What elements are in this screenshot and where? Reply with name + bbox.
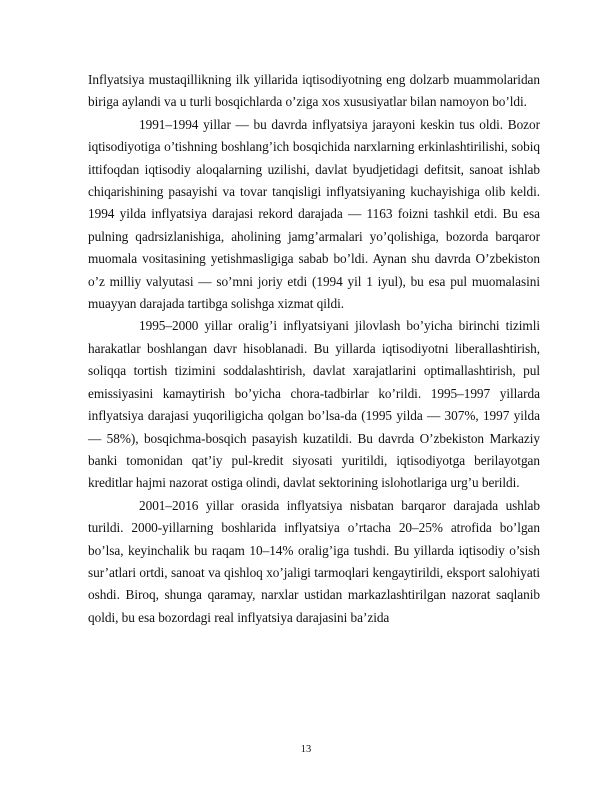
paragraph-intro: Inflyatsiya mustaqillikning ilk yillarida iqtisodiyotning eng dolzarb muammolaridan biriga aylandi va u turli bosqichlarda o’ziga xos xususiyatlar bilan namoyon bo’ldi. bbox=[88, 72, 540, 110]
paragraph-1995-2000: 1995–2000 yillar oralig’i inflyatsiyani jilovlash bo’yicha birinchi tizimli harakatlar boshlangan davr hisoblanadi. Bu yillarda iqtisodiyotni liberallashtirish, soliqqa tortish tizimini soddalashtirish, davlat xarajatlarini optimallashtirish, pul emissiyasini kamaytirish bo’yicha chora-tadbirlar ko’rildi. 1995–1997 yillarda inflyatsiya darajasi yuqoriligicha qolgan bo’lsa-da (1995 yilda — 307%, 1997 yilda — 58%), bosqichma-bosqich pasayish kuzatildi. Bu davrda O’zbekiston Markaziy banki tomonidan qat’iy pul-kredit siyosati yuritildi, iqtisodiyotga berilayotgan kreditlar hajmi nazorat ostiga olindi, davlat sektorining islohotlariga urg’u berildi. bbox=[88, 318, 540, 491]
paragraph-2001-2016: 2001–2016 yillar orasida inflyatsiya nisbatan barqaror darajada ushlab turildi. 2000-yillarning boshlarida inflyatsiya o’rtacha 20–25% atrofida bo’lgan bo’lsa, keyinchalik bu raqam 10–14% oralig’iga tushdi. Bu yillarda iqtisodiy o’sish sur’atlari ortdi, sanoat va qishloq xo’jaligi tarmoqlari kengaytirildi, eksport salohiyati oshdi. Biroq, shunga qaramay, narxlar ustidan markazlashtirilgan nazorat saqlanib qoldi, bu esa bozordagi real inflyatsiya darajasini ba’zida bbox=[88, 497, 540, 625]
page-number: 13 bbox=[300, 744, 312, 755]
body-text bbox=[88, 69, 540, 629]
paragraph-1991-1994: 1991–1994 yillar — bu davrda inflyatsiya jarayoni keskin tus oldi. Bozor iqtisodiyotiga o’tishning boshlang’ich bosqichida narxlarning erkinlashtirilishi, sobiq ittifoqdan iqtisodiy aloqalarning uzilishi, davlat byudjetidagi defitsit, sanoat ishlab chiqarishining pasayishi va tovar tanqisligi inflyatsiyaning kuchayishiga olib keldi. 1994 yilda inflyatsiya darajasi rekord darajada — 1163 foizni tashkil etdi. Bu esa pulning qadrsizlanishiga, aholining jamg’armalari yo’qolishiga, bozorda barqaror muomala vositasining yetishmasligiga sabab bo’ldi. Aynan shu davrda O’zbekiston o’z milliy valyutasi — so’mni joriy etdi (1994 yil 1 iyul), bu esa pul muomalasini muayyan darajada tartibga solishga xizmat qildi. bbox=[88, 116, 540, 312]
